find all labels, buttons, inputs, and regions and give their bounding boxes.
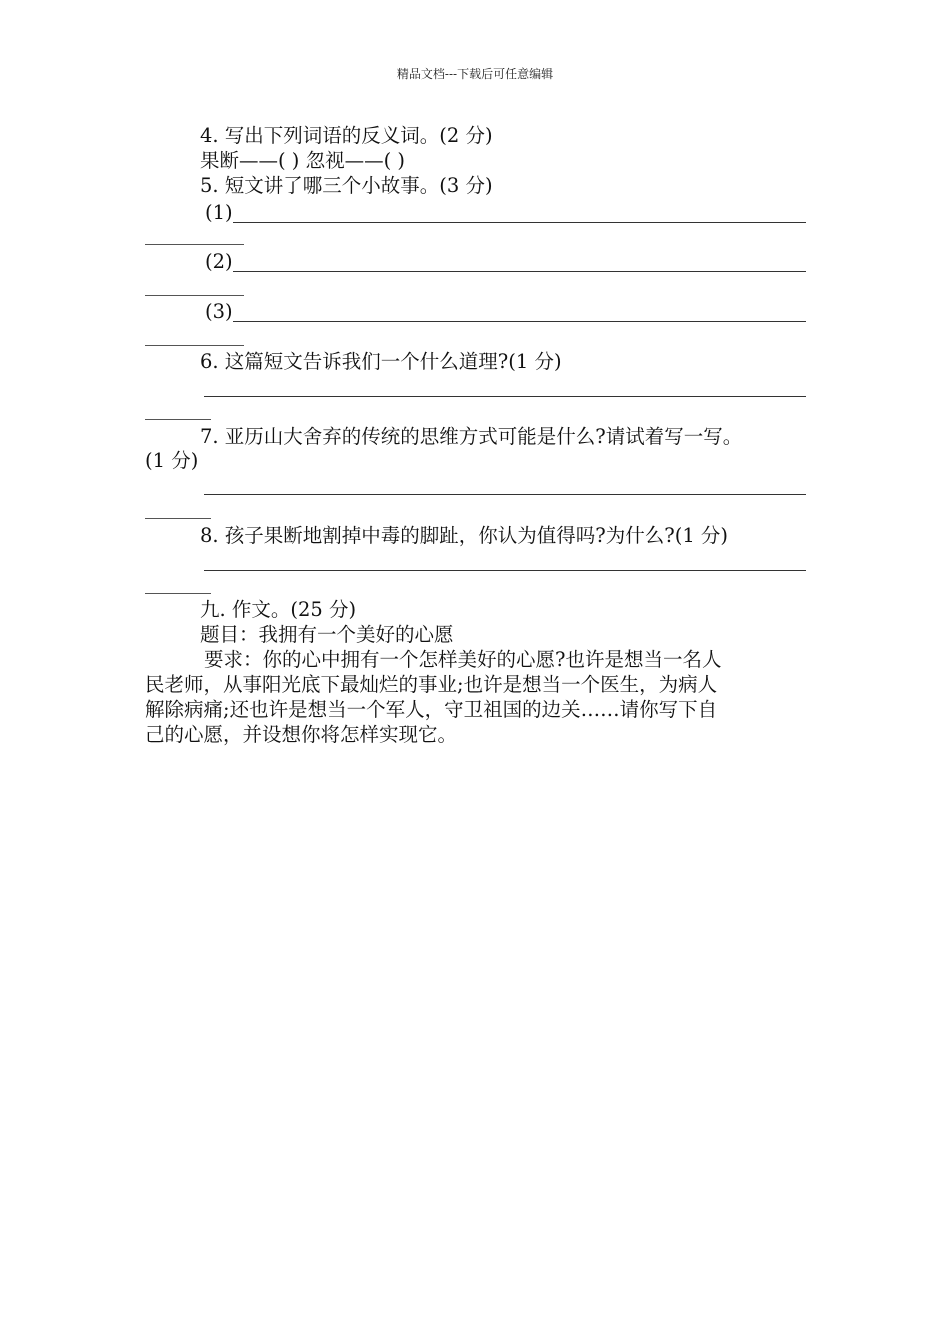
q4-title: 4. 写出下列词语的反义词。(2 分) <box>200 124 493 147</box>
q5-item-1-label: (1) <box>205 201 233 224</box>
q5-item-2-answer-line-continued[interactable] <box>145 295 244 296</box>
essay-requirement-line-2: 民老师，从事阳光底下最灿烂的事业;也许是想当一个医生，为病人 <box>145 673 718 696</box>
q5-item-1-answer-line[interactable] <box>233 222 806 223</box>
q5-item-3-answer-line[interactable] <box>233 321 806 322</box>
q6-answer-line-continued[interactable] <box>145 419 211 420</box>
essay-requirement-line-1: 要求：你的心中拥有一个怎样美好的心愿?也许是想当一名人 <box>204 648 722 671</box>
q7-answer-line[interactable] <box>204 494 806 495</box>
q7-score: (1 分) <box>145 449 199 472</box>
q5-item-3-answer-line-continued[interactable] <box>145 345 244 346</box>
q5-title: 5. 短文讲了哪三个小故事。(3 分) <box>200 174 493 197</box>
q6-title: 6. 这篇短文告诉我们一个什么道理?(1 分) <box>200 350 562 373</box>
essay-title: 九. 作文。(25 分) <box>200 598 357 621</box>
q8-answer-line[interactable] <box>204 570 806 571</box>
page-header: 精品文档---下载后可任意编辑 <box>396 67 554 81</box>
q8-answer-line-continued[interactable] <box>145 593 211 594</box>
q7-title: 7. 亚历山大舍弃的传统的思维方式可能是什么?请试着写一写。 <box>200 425 743 448</box>
q4-antonym-pairs: 果断——( ) 忽视——( ) <box>200 149 406 172</box>
q5-item-2-label: (2) <box>205 250 233 273</box>
q7-answer-line-continued[interactable] <box>145 518 211 519</box>
essay-topic: 题目：我拥有一个美好的心愿 <box>200 623 454 646</box>
q5-item-3-label: (3) <box>205 300 233 323</box>
essay-requirement-line-4: 己的心愿，并设想你将怎样实现它。 <box>145 723 458 746</box>
q6-answer-line[interactable] <box>204 396 806 397</box>
q5-item-2-answer-line[interactable] <box>233 271 806 272</box>
q8-title: 8. 孩子果断地割掉中毒的脚趾，你认为值得吗?为什么?(1 分) <box>200 524 729 547</box>
q5-item-1-answer-line-continued[interactable] <box>145 244 244 245</box>
essay-requirement-line-3: 解除病痛;还也许是想当一个军人，守卫祖国的边关……请你写下自 <box>145 698 718 721</box>
